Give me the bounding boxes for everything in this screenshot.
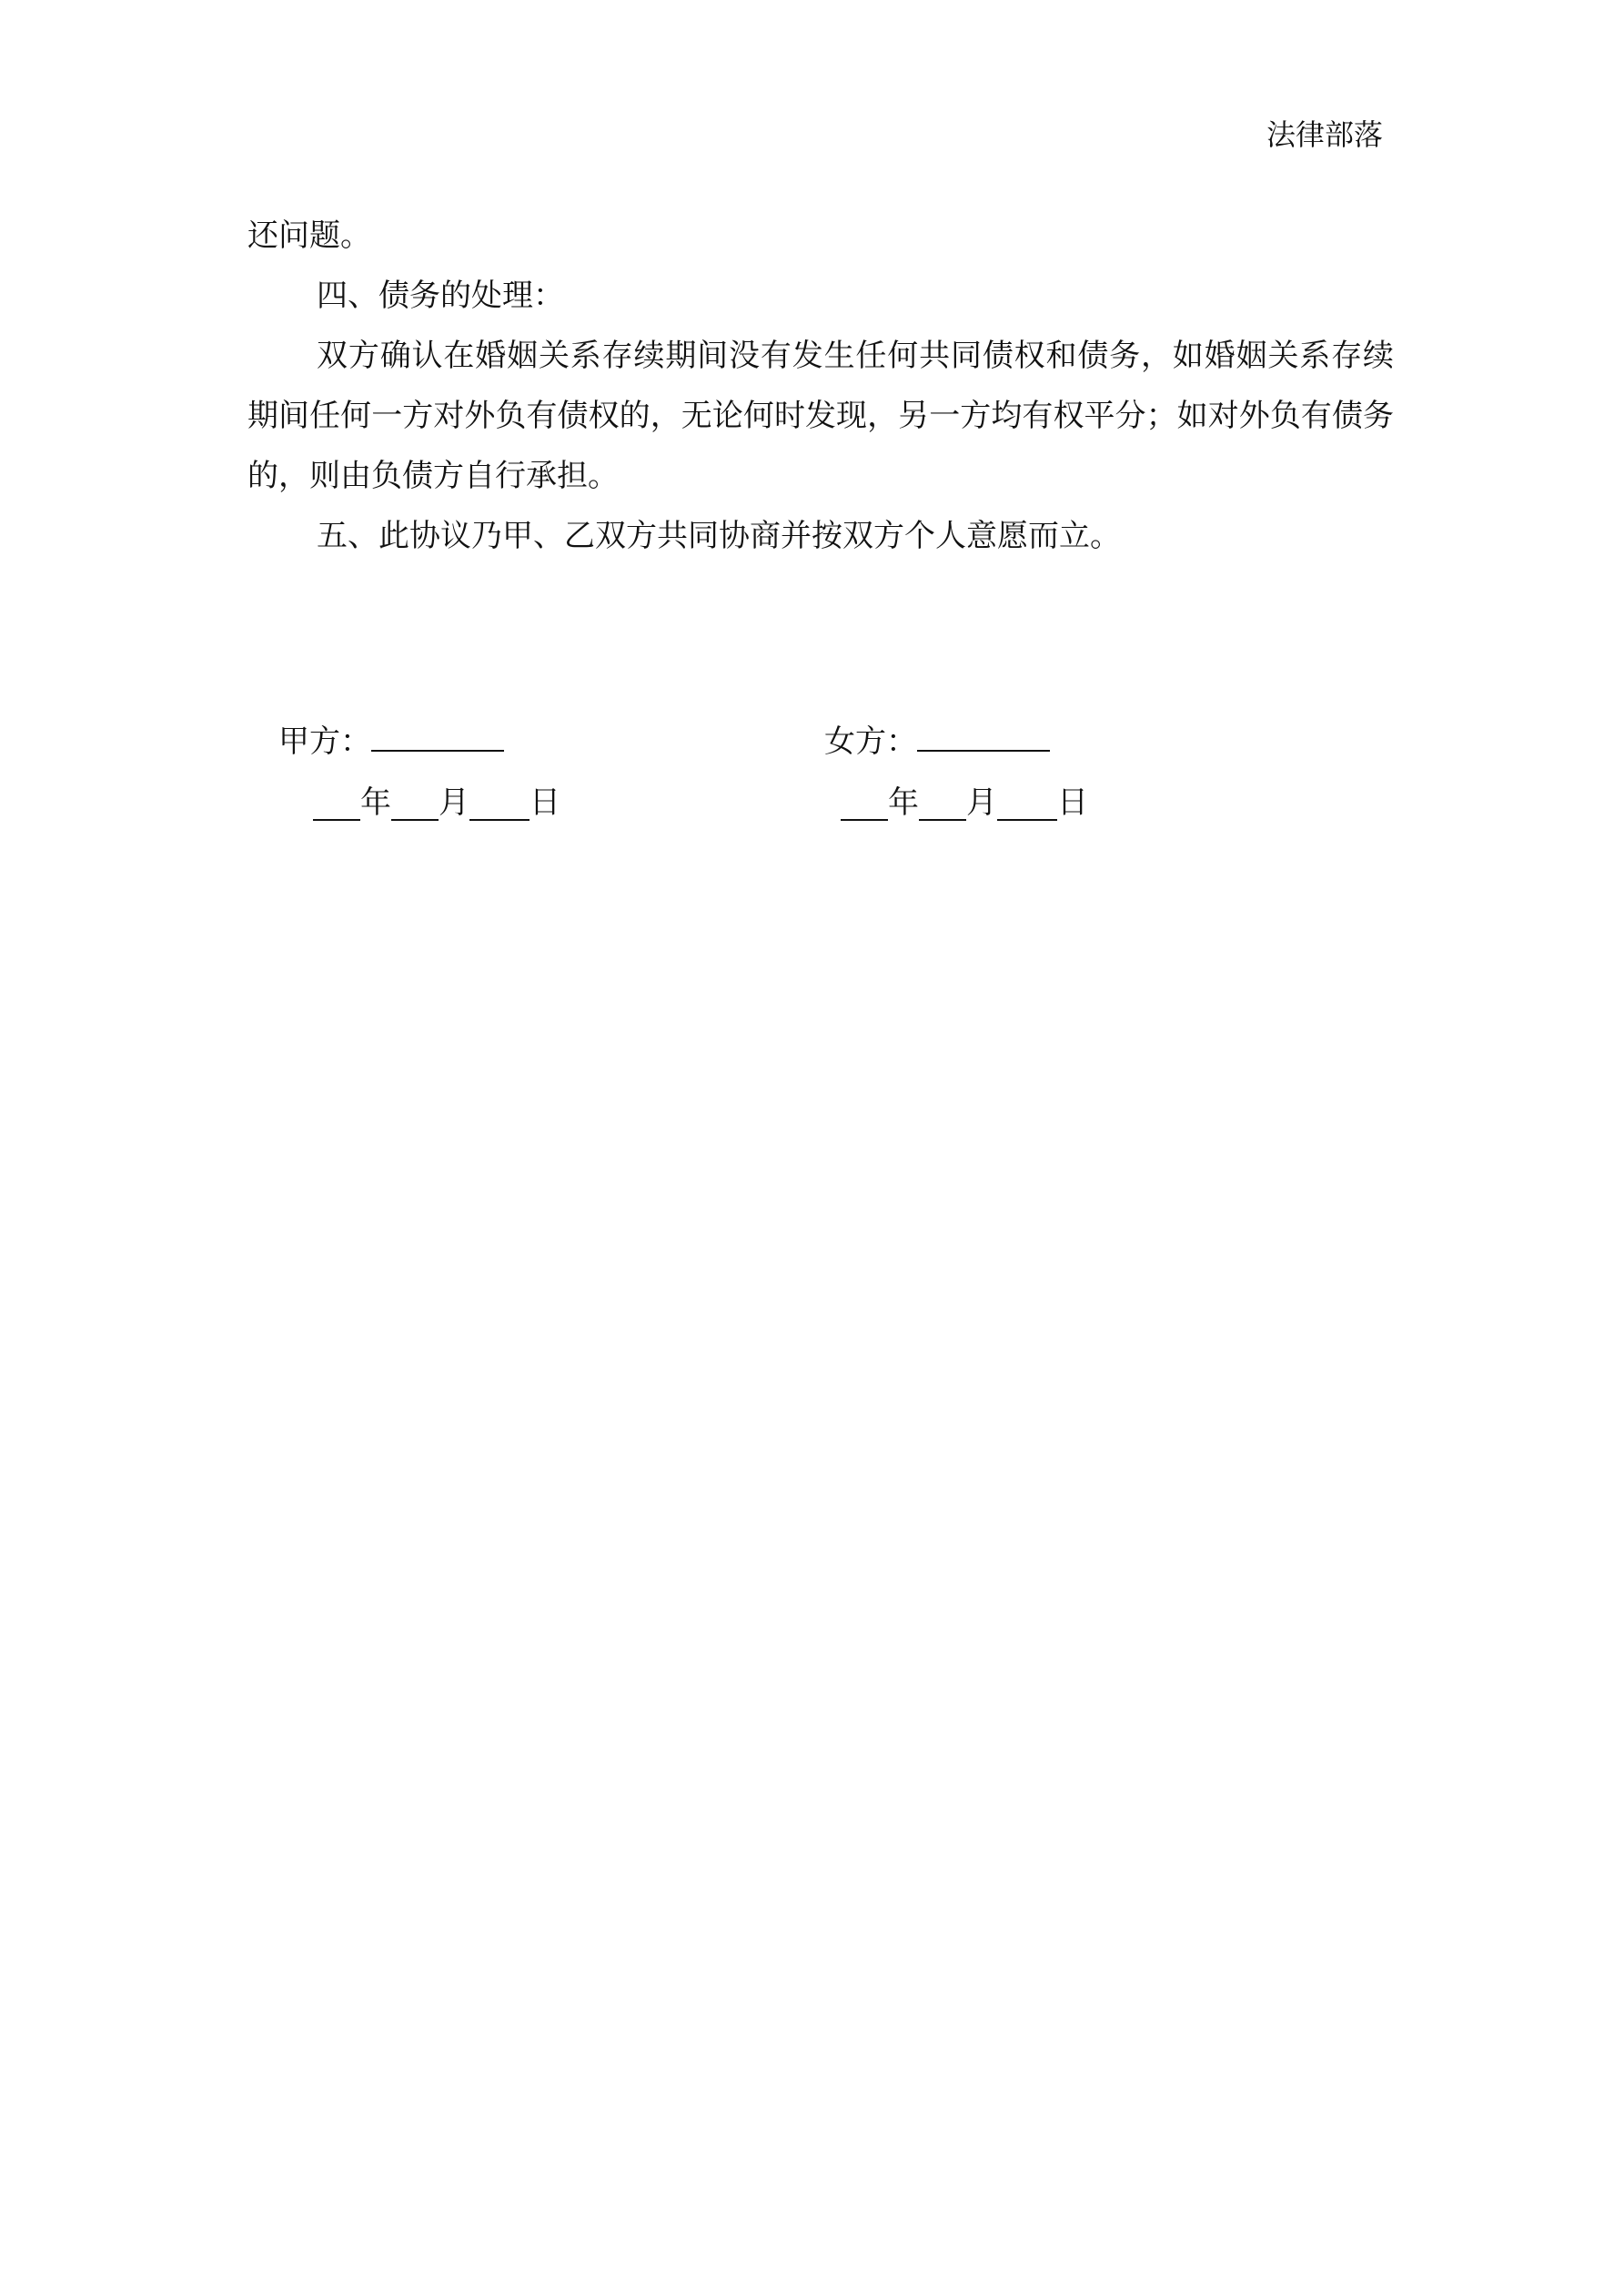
day-blank	[469, 788, 530, 821]
party-a-label: 甲方：	[278, 723, 371, 760]
agreement-body	[247, 206, 1394, 566]
month-blank	[919, 788, 966, 821]
month-label: 月	[966, 784, 997, 821]
month-blank	[391, 788, 439, 821]
year-label: 年	[360, 784, 391, 821]
paragraph-agreement-basis: 五、此协议乃甲、乙双方共同协商并按双方个人意愿而立。	[317, 518, 1121, 554]
day-blank	[997, 788, 1057, 821]
month-label: 月	[439, 784, 469, 821]
year-blank	[313, 788, 360, 821]
signature-party-b	[824, 721, 1050, 760]
paragraph-continuation: 还问题。	[247, 217, 371, 254]
party-b-signature-line	[917, 721, 1050, 752]
party-b-label: 女方：	[824, 723, 917, 760]
page-header-brand: 法律部落	[1266, 117, 1383, 152]
section-heading-debt: 四、债务的处理：	[317, 278, 564, 314]
party-a-signature-line	[371, 721, 504, 752]
signature-party-a	[278, 721, 504, 760]
year-label: 年	[888, 784, 919, 821]
signature-party-b-date	[841, 784, 1088, 821]
day-label: 日	[530, 784, 560, 821]
day-label: 日	[1057, 784, 1088, 821]
paragraph-debt-terms: 双方确认在婚姻关系存续期间没有发生任何共同债权和债务，如婚姻关系存续期间任何一方对外负有债权的，无论何时发现，另一方均有权平分；如对外负有债务的，则由负债方自行承担。	[247, 338, 1394, 494]
year-blank	[841, 788, 888, 821]
signature-party-a-date	[313, 784, 560, 821]
